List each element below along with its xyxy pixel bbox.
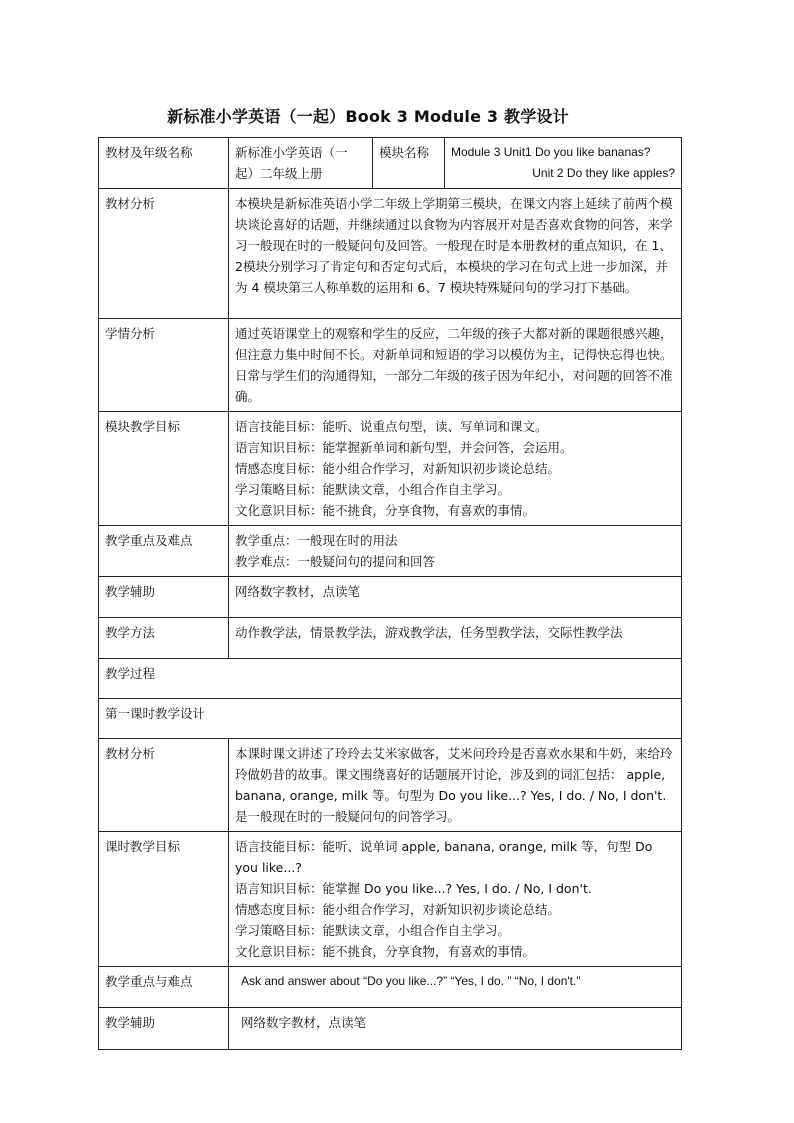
keypoint-item: 教学重点：一般现在时的用法 [235,533,398,548]
goal-item: 语言技能目标：能听、说重点句型，读、写单词和课文。 [235,419,548,434]
label-students: 学情分析 [99,319,229,412]
goal-item: 文化意识目标：能不挑食，分享食物，有喜欢的事情。 [235,503,536,518]
label-textbook: 教材及年级名称 [99,138,229,189]
l1-goals-list [229,832,682,967]
table-row-keypoints [99,526,682,577]
table-row-students [99,319,682,412]
keypoints-list [229,526,682,577]
label-keypoints: 教学重点及难点 [99,526,229,577]
process-heading: 教学过程 [99,659,682,699]
l1-keypoints-text: Ask and answer about “Do you like...?” “Yes, I do. ” “No, I don't.” [229,967,682,1008]
analysis-text: 本模块是新标准英语小学二年级上学期第三模块，在课文内容上延续了前两个模块谈论喜好的话题，并继续通过以食物为内容展开对是否喜欢食物的问答，来学习一般现在时的一般疑问句及回答。一般现在时是本册教材的重点知识，在 1、2模块分别学习了肯定句和否定句式后，本模块的学习在句式上进一步加深，并为 4 模块第三人称单数的运用和 6、7 模块特殊疑问句的学习打下基础。 [229,189,682,319]
table-row-goals [99,412,682,526]
goal-item: 情感态度目标：能小组合作学习，对新知识初步谈论总结。 [235,461,561,476]
table-row-analysis [99,189,682,319]
goal-item: 学习策略目标：能默读文章，小组合作自主学习。 [235,482,511,497]
l1-analysis-text: 本课时课文讲述了玲玲去艾米家做客，艾米问玲玲是否喜欢水果和牛奶，来给玲玲做奶昔的故事。课文围绕喜好的话题展开讨论，涉及到的词汇包括： apple, banana, orange, milk 等。句型为 Do you like...? Yes, I do. / No, I don't. 是一般现在时的一般疑问句的问答学习。 [229,739,682,832]
label-l1-keypoints: 教学重点与难点 [99,967,229,1008]
label-module: 模块名称 [373,138,445,189]
goal-item: 语言知识目标：能掌握新单词和新句型，并会问答，会运用。 [235,440,573,455]
table-row-l1-keypoints [99,967,682,1008]
label-analysis: 教材分析 [99,189,229,319]
label-methods: 教学方法 [99,618,229,659]
l1-goal-item: 文化意识目标：能不挑食，分享食物，有喜欢的事情。 [235,944,536,959]
table-row-methods [99,618,682,659]
l1-goal-item: 语言技能目标：能听、说单词 apple, banana, orange, milk 等，句型 Do you like...? [235,839,653,875]
module-value [445,138,682,189]
table-row-l1-analysis [99,739,682,832]
label-goals: 模块教学目标 [99,412,229,526]
label-l1-analysis: 教材分析 [99,739,229,832]
table-row-lesson1 [99,699,682,739]
goals-list [229,412,682,526]
table-row-l1-aids [99,1008,682,1050]
label-l1-goals: 课时教学目标 [99,832,229,967]
textbook-value: 新标准小学英语（一起）二年级上册 [229,138,373,189]
table-row-aids [99,577,682,618]
l1-goal-item: 语言知识目标：能掌握 Do you like...? Yes, I do. / No, I don't. [235,881,592,896]
students-text: 通过英语课堂上的观察和学生的反应，二年级的孩子大都对新的课题很感兴趣，但注意力集中时间不长。对新单词和短语的学习以模仿为主，记得快忘得也快。日常与学生们的沟通得知，一部分二年级的孩子因为年纪小，对问题的回答不准确。 [229,319,682,412]
table-row-process [99,659,682,699]
methods-text: 动作教学法，情景教学法，游戏教学法，任务型教学法，交际性教学法 [229,618,682,659]
keypoint-item: 教学难点：一般疑问句的提问和回答 [235,554,436,569]
l1-goal-item: 情感态度目标：能小组合作学习，对新知识初步谈论总结。 [235,902,561,917]
module-line-1: Module 3 Unit1 Do you like bananas? [451,145,651,159]
module-line-2: Unit 2 Do they like apples? [532,166,675,180]
lesson-plan-table [98,137,682,1050]
l1-goal-item: 学习策略目标：能默读文章，小组合作自主学习。 [235,923,511,938]
document-title: 新标准小学英语（一起）Book 3 Module 3 教学设计 [167,107,569,126]
label-l1-aids: 教学辅助 [99,1008,229,1050]
lesson1-heading: 第一课时教学设计 [99,699,682,739]
aids-text: 网络数字教材，点读笔 [229,577,682,618]
label-aids: 教学辅助 [99,577,229,618]
table-row-l1-goals [99,832,682,967]
l1-aids-text: 网络数字教材，点读笔 [229,1008,682,1050]
table-row-textbook [99,138,682,189]
